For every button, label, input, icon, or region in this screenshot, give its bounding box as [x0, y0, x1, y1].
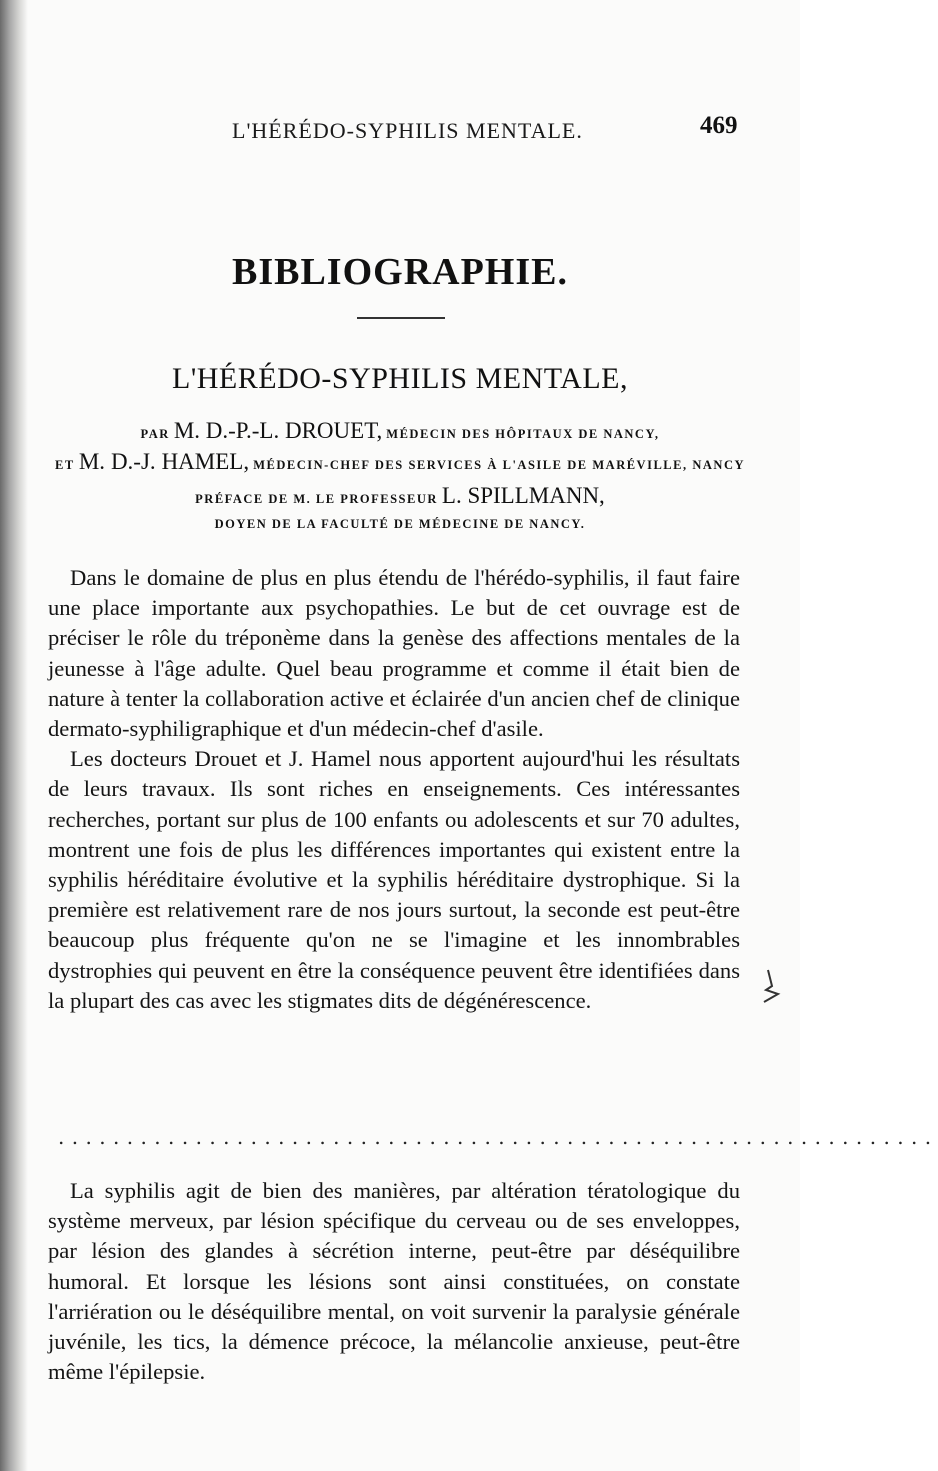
review-body-lower [48, 1176, 740, 1387]
credit-line-author-1 [0, 418, 800, 444]
paragraph: La syphilis agit de bien des manières, par altération tératologique du système merveux, par lésion spécifique du cerveau ou de ses enveloppes, par lésion des glandes à sécrétion interne, peut-être par déséquilibre humoral. Et lorsque les lésions sont ainsi constituées, on constate l'arriération ou le déséquilibre mental, on voit survenir la paralysie générale juvénile, les tics, la démence précoce, la mélancolie anxieuse, peut-être même l'épilepsie. [48, 1178, 740, 1385]
page-binding-shadow [0, 0, 28, 1471]
author-role: MÉDECIN-CHEF DES SERVICES À L'ASILE DE MARÉVILLE, NANCY [253, 458, 745, 472]
running-head: L'HÉRÉDO-SYPHILIS MENTALE. [232, 118, 583, 143]
preface-prefix: PRÉFACE DE M. LE PROFESSEUR [195, 492, 438, 506]
title-rule [357, 317, 445, 319]
paragraph: Dans le domaine de plus en plus étendu de l'hérédo-syphilis, il faut faire une place importante aux psychopathies. Le but de cet ouvrage est de préciser le rôle du tréponème dans la genèse des affections mentales de la jeunesse à l'âge adulte. Quel beau programme et comme il était bien de nature à tenter la collaboration active et éclairée d'un ancien chef de clinique dermato-syphiligraphique et d'un médecin-chef d'asile. [48, 565, 740, 742]
credit-line-dean [0, 515, 800, 533]
section-title: BIBLIOGRAPHIE. [231, 251, 569, 293]
author-name: M. D.-J. HAMEL, [78, 449, 250, 474]
paragraph: Les docteurs Drouet et J. Hamel nous apportent aujourd'hui les résultats de leurs travaux. Ils sont riches en enseignements. Ces intéressantes recherches, portant sur plus de 100 enfants ou adolescents et sur 70 adultes, montrent une fois de plus les différences importantes qui existent entre la syphilis héréditaire évolutive et la syphilis héréditaire dystrophique. Si la première est relativement rare de nos jours surtout, la seconde est peut-être beaucoup plus fréquente qu'on ne se l'imagine et les innombrables dystrophies qui peuvent en être la conséquence peuvent être identifiées dans la plupart des cas avec les stigmates dits de dégénérescence. [48, 746, 740, 1013]
credit-prefix: ET [55, 458, 75, 472]
book-title: L'HÉRÉDO-SYPHILIS MENTALE, [172, 362, 628, 395]
review-body-upper [48, 563, 740, 1016]
credit-line-author-2 [55, 449, 745, 475]
credit-line-preface [0, 483, 800, 509]
preface-author: L. SPILLMANN, [441, 483, 605, 508]
author-role: MÉDECIN DES HÔPITAUX DE NANCY, [386, 427, 660, 441]
credit-prefix: PAR [140, 427, 170, 441]
margin-pencil-mark [760, 968, 780, 1008]
page-number: 469 [700, 112, 738, 139]
author-name: M. D.-P.-L. DROUET, [173, 418, 383, 443]
dean-role: DOYEN DE LA FACULTÉ DE MÉDECINE DE NANCY. [214, 517, 586, 531]
ellipsis-separator: ................................................................ [58, 1125, 938, 1149]
